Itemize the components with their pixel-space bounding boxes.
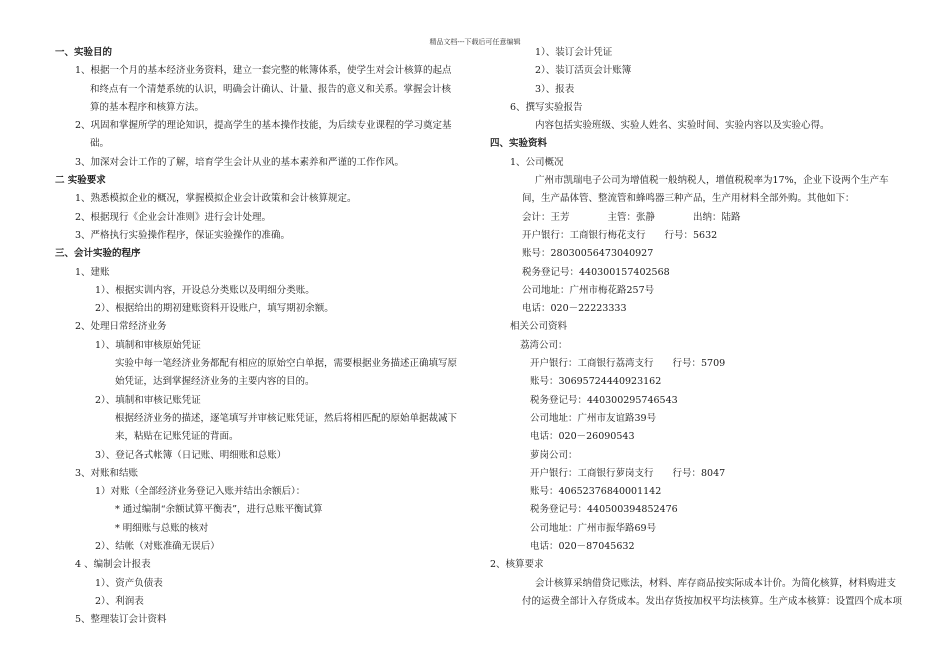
text-line: 2、核算要求 [490, 559, 544, 571]
text-line: * 明细账与总账的核对 [115, 522, 209, 534]
text-line: 1）、资产负债表 [95, 577, 163, 589]
text-line: 2）、根据给出的期初建账资料开设账户，填写期初余额。 [95, 303, 334, 315]
text-line: 荔湾公司： [520, 339, 568, 351]
section-heading: 二 实验要求 [55, 175, 106, 187]
text-line: 算的基本程序和核算方法。 [90, 101, 205, 113]
text-line: 付的运费全部计入存货成本。发出存货按加权平均法核算。生产成本核算：设置四个成本项 [522, 595, 903, 607]
text-line: 账号：40652376840001142 [530, 486, 662, 498]
text-line: 电话：020－87045632 [530, 541, 635, 553]
text-line: 实验中每一笔经济业务都配有相应的原始空白单据，需要根据业务描述正确填写原 [115, 358, 458, 370]
text-line: 相关公司资料 [510, 321, 568, 333]
text-line: 2）、装订活页会计账簿 [535, 65, 632, 77]
text-line: 3、严格执行实验操作程序，保证实验操作的准确。 [75, 229, 291, 241]
text-line: 3、加深对会计工作的了解，培育学生会计从业的基本素养和严谨的工作作风。 [75, 156, 405, 168]
text-line: 间，生产晶体管、整流管和蜂鸣器三种产品，生产用材料全部外购。其他如下： [522, 193, 855, 205]
text-line: 2、巩固和掌握所学的理论知识，提高学生的基本操作技能，为后续专业课程的学习奠定基 [75, 120, 452, 132]
text-line: 6、撰写实验报告 [510, 101, 583, 113]
text-line: 电话：020－26090543 [530, 431, 635, 443]
page-header: 精品文档---下载后可任意编辑 [429, 38, 521, 46]
text-line: * 通过编制“余额试算平衡表”，进行总账平衡试算 [115, 504, 323, 516]
text-line: 公司地址：广州市振华路69号 [530, 522, 657, 534]
text-line: 5、整理装订会计资料 [75, 614, 167, 626]
text-line: 2、处理日常经济业务 [75, 321, 167, 333]
text-line: 内容包括实验班级、实验人姓名、实验时间、实验内容以及实验心得。 [535, 120, 830, 132]
section-heading: 四、实验资料 [490, 138, 548, 150]
text-line: 3）、报表 [535, 83, 575, 95]
text-line: 来，粘贴在记账凭证的背面。 [115, 431, 239, 443]
text-line: 始凭证，达到掌握经济业务的主要内容的目的。 [115, 376, 315, 388]
right-column [490, 44, 910, 611]
text-line: 1、熟悉模拟企业的概况，掌握模拟企业会计政策和会计核算规定。 [75, 193, 357, 205]
text-line: 2）、结帐（对账准确无误后） [95, 541, 220, 553]
section-heading: 三、会计实验的程序 [55, 248, 141, 260]
text-line: 2）、填制和审核记账凭证 [95, 394, 201, 406]
text-line: 3）、登记各式帐簿（日记账、明细账和总账） [95, 449, 287, 461]
text-line: 2、根据现行《企业会计准则》进行会计处理。 [75, 211, 272, 223]
text-line: 础。 [90, 138, 110, 150]
text-line: 公司地址：广州市梅花路257号 [522, 284, 655, 296]
text-line: 萝岗公司： [530, 449, 578, 461]
text-line: 1、建账 [75, 266, 110, 278]
text-line: 1）对账（全部经济业务登记入账并结出余额后）： [95, 486, 306, 498]
text-line: 开户银行：工商银行荔湾支行 行号：5709 [530, 358, 726, 370]
text-line: 账号：28030056473040927 [522, 248, 654, 260]
text-line: 1、公司概况 [510, 156, 564, 168]
text-line: 会计：王芳 主管：张静 出纳：陆路 [522, 211, 741, 223]
text-line: 4 、编制会计报表 [75, 559, 151, 571]
text-line: 1）、装订会计凭证 [535, 47, 613, 58]
text-line: 账号：30695724440923162 [530, 376, 662, 388]
text-line: 1）、填制和审核原始凭证 [95, 339, 201, 351]
text-line: 税务登记号：440300157402568 [522, 266, 670, 278]
text-line: 开户银行：工商银行梅花支行 行号：5632 [522, 229, 718, 241]
text-line: 和终点有一个清楚系统的认识，明确会计确认、计量、报告的意义和关系。掌握会计核 [90, 83, 452, 95]
text-line: 税务登记号：440500394852476 [530, 504, 678, 516]
text-line: 根据经济业务的描述，逐笔填写并审核记账凭证，然后将相匹配的原始单据裁减下 [115, 412, 458, 424]
text-line: 电话：020－22223333 [522, 303, 627, 315]
text-line: 会计核算采纳借贷记账法，材料、库存商品按实际成本计价。为简化核算，材料购进支 [535, 577, 897, 589]
section-heading: 一、实验目的 [55, 47, 113, 58]
text-line: 广州市凯瑞电子公司为增值税一般纳税人，增值税税率为17%，企业下设两个生产车 [535, 175, 889, 187]
text-line: 1）、根据实训内容，开设总分类账以及明细分类账。 [95, 284, 315, 296]
text-line: 1、根据一个月的基本经济业务资料，建立一套完整的帐簿体系，使学生对会计核算的起点 [75, 65, 452, 77]
text-line: 税务登记号：440300295746543 [530, 394, 678, 406]
text-line: 3、对账和结账 [75, 467, 139, 479]
text-line: 公司地址：广州市友谊路39号 [530, 412, 657, 424]
text-line: 2）、利润表 [95, 595, 144, 607]
left-column [55, 44, 475, 630]
text-line: 开户银行：工商银行萝岗支行 行号：8047 [530, 467, 726, 479]
